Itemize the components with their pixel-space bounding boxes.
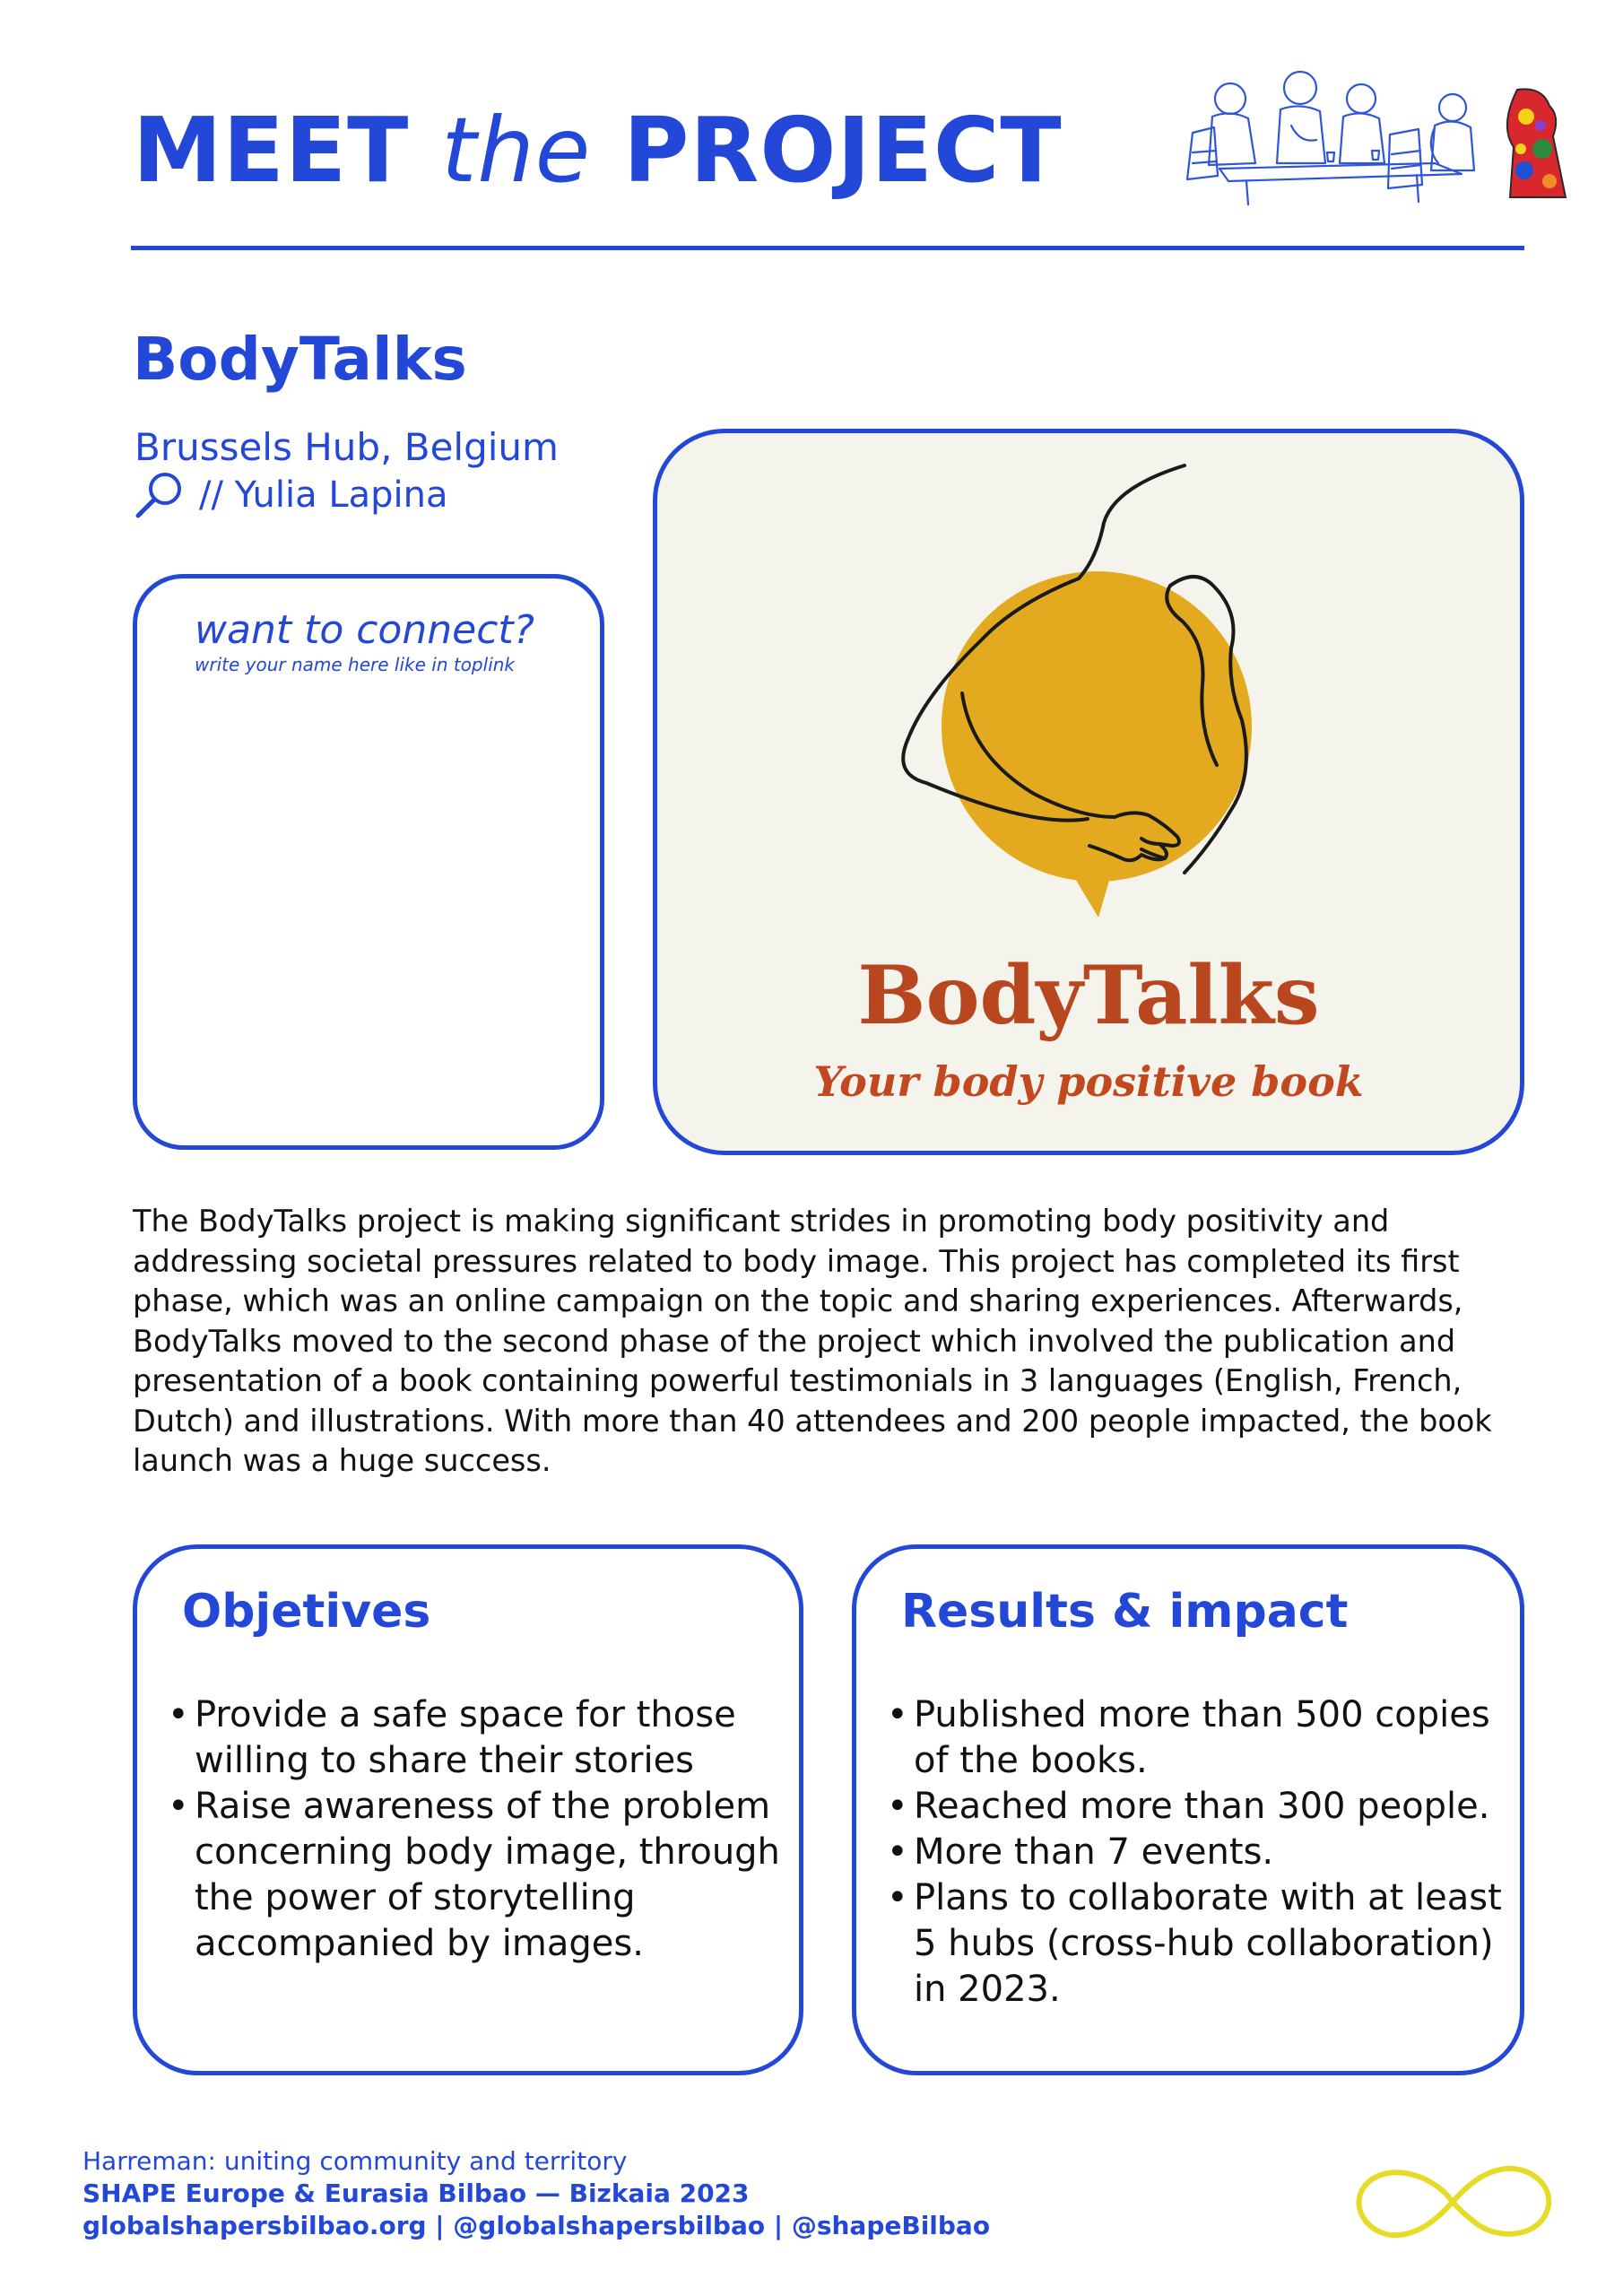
project-name: BodyTalks <box>133 325 467 394</box>
project-logo-panel <box>653 429 1524 1155</box>
list-item: • Plans to collaborate with at least 5 hubs (cross-hub collaboration) in 2023. <box>887 1877 1502 2010</box>
project-person <box>133 470 447 520</box>
connect-hint: write your name here like in toplink <box>195 654 516 675</box>
results-card <box>852 1544 1524 2075</box>
list-item: • Provide a safe space for those willing to share their stories <box>168 1694 736 1781</box>
objectives-list <box>168 1692 786 1967</box>
header-divider <box>131 246 1524 250</box>
footer-tagline: Harreman: uniting community and territory <box>82 2146 628 2176</box>
connect-title: want to connect? <box>195 607 534 653</box>
person-name: // Yulia Lapina <box>199 474 448 516</box>
title-the: the <box>441 98 592 203</box>
objective-text: Provide a safe space for those willing to share their stories <box>195 1694 736 1781</box>
project-description: The BodyTalks project is making significant strides in promoting body positivity and addressing societal pressures related to body image. This project has completed its first phase, which was an online campaign on the topic and sharing experiences. Afterwards, BodyTalks moved to the second phase of the project which involved the publication and presentation of a book containing powerful testimonials in 3 languages (English, French, Dutch) and illustrations. With more than 40 attendees and 200 people impacted, the book launch was a huge success. <box>133 1204 1492 1478</box>
list-item: • Published more than 500 copies of the books. <box>887 1694 1490 1781</box>
results-title: Results & impact <box>901 1585 1349 1639</box>
logo-tagline: Your body positive book <box>813 1057 1364 1106</box>
people-at-table-illustration <box>1166 63 1578 206</box>
result-text: More than 7 events. <box>914 1831 1274 1873</box>
result-text: Published more than 500 copies of the books. <box>914 1694 1490 1781</box>
title-meet: MEET <box>133 98 410 203</box>
result-text: Reached more than 300 people. <box>914 1786 1490 1827</box>
objectives-card <box>133 1544 803 2075</box>
magnifier-icon <box>133 469 185 521</box>
list-item: • More than 7 events. <box>887 1831 1274 1873</box>
project-location: Brussels Hub, Belgium <box>135 425 559 469</box>
body-silhouette-logo <box>657 433 1520 1151</box>
objectives-title: Objetives <box>182 1585 431 1639</box>
list-item: • Reached more than 300 people. <box>887 1786 1490 1827</box>
footer <box>82 2145 990 2242</box>
footer-event: SHAPE Europe & Eurasia Bilbao — Bizkaia 2023 <box>82 2179 750 2208</box>
page-title <box>133 98 1063 203</box>
objective-text: Raise awareness of the problem concerning body image, through the power of storytelling accompanied by images. <box>195 1786 780 1964</box>
results-list <box>887 1692 1506 2013</box>
connect-box[interactable] <box>133 574 604 1150</box>
list-item: • Raise awareness of the problem concerning body image, through the power of storytelling accompanied by images. <box>168 1786 780 1964</box>
logo-wordmark: BodyTalks <box>857 948 1320 1043</box>
result-text: Plans to collaborate with at least 5 hubs (cross-hub collaboration) in 2023. <box>914 1877 1502 2010</box>
title-project: PROJECT <box>623 98 1063 203</box>
footer-links: globalshapersbilbao.org | @globalshapersbilbao | @shapeBilbao <box>82 2211 991 2240</box>
infinity-icon <box>1345 2152 1560 2251</box>
